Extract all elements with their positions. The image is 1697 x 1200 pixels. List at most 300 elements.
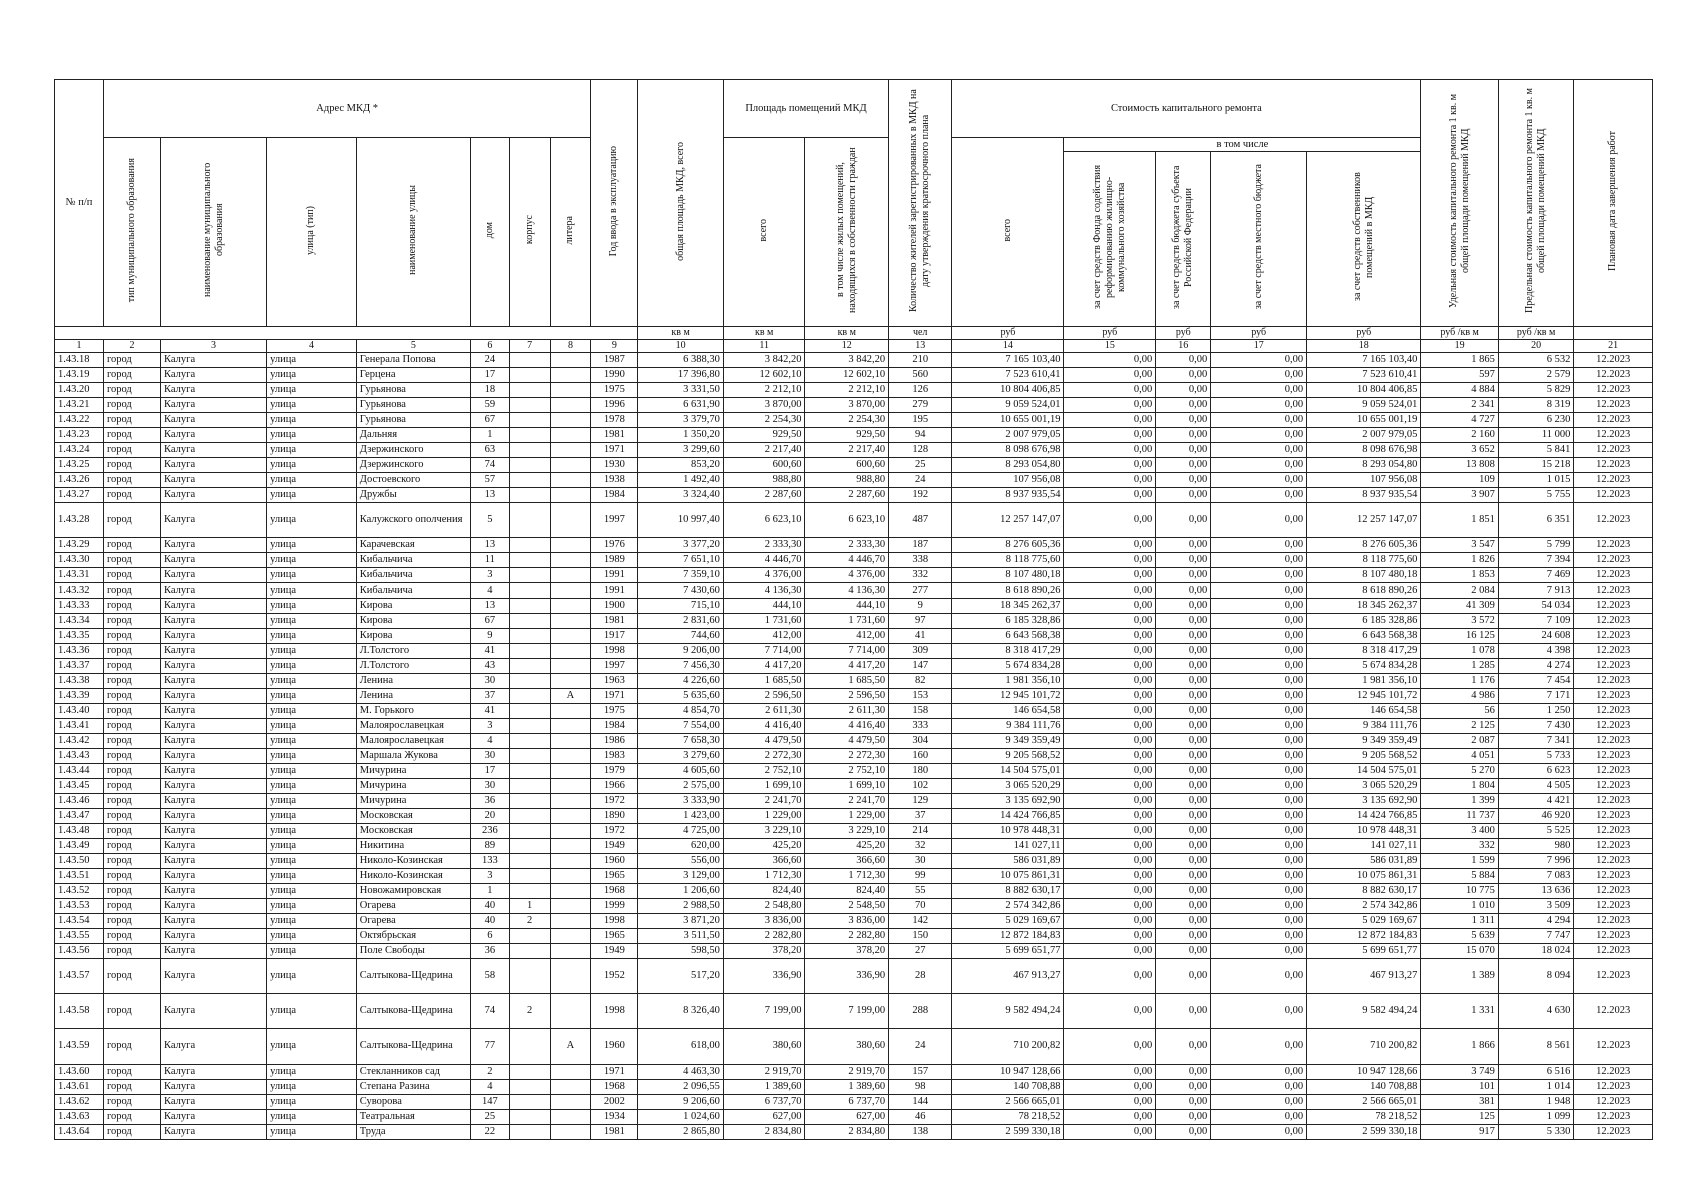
year-cell: 1949 <box>591 944 638 959</box>
residents-cell: 192 <box>889 488 952 503</box>
street-type-cell: улица <box>267 458 357 473</box>
local-budget-cell: 0,00 <box>1211 413 1307 428</box>
date-cell: 12.2023 <box>1574 538 1653 553</box>
cost-total-cell: 3 065 520,29 <box>952 778 1064 793</box>
cost-total-cell: 10 655 001,19 <box>952 413 1064 428</box>
date-cell: 12.2023 <box>1574 613 1653 628</box>
header-korpus: корпус <box>509 138 550 327</box>
area-all-cell: 6 737,70 <box>723 1094 805 1109</box>
street-type-cell: улица <box>267 383 357 398</box>
mo-type-cell: город <box>103 1124 160 1139</box>
area-citizens-cell: 3 842,20 <box>805 353 889 368</box>
owners-cell: 2 566 665,01 <box>1307 1094 1421 1109</box>
street-name-cell: Л.Толстого <box>356 658 470 673</box>
date-cell: 12.2023 <box>1574 884 1653 899</box>
litera-cell <box>550 778 591 793</box>
house-cell: 24 <box>471 353 510 368</box>
area-citizens-cell: 2 919,70 <box>805 1064 889 1079</box>
header-house: дом <box>471 138 510 327</box>
local-budget-cell: 0,00 <box>1211 473 1307 488</box>
date-cell: 12.2023 <box>1574 778 1653 793</box>
litera-cell <box>550 733 591 748</box>
mo-name-cell: Калуга <box>161 1079 267 1094</box>
mo-type-cell: город <box>103 854 160 869</box>
total-area-cell: 3 379,70 <box>638 413 724 428</box>
table-row <box>55 959 1653 994</box>
unit-cost-cell: 101 <box>1421 1079 1498 1094</box>
column-number: 21 <box>1574 340 1653 353</box>
table-row <box>55 628 1653 643</box>
local-budget-cell: 0,00 <box>1211 428 1307 443</box>
header-area-group: Площадь помещений МКД <box>723 80 888 138</box>
cost-total-cell: 3 135 692,90 <box>952 793 1064 808</box>
street-name-cell: М. Горького <box>356 703 470 718</box>
residents-cell: 46 <box>889 1109 952 1124</box>
area-all-cell: 2 282,80 <box>723 929 805 944</box>
street-name-cell: Гурьянова <box>356 413 470 428</box>
subject-budget-cell: 0,00 <box>1156 763 1211 778</box>
mo-type-cell: город <box>103 413 160 428</box>
subject-budget-cell: 0,00 <box>1156 899 1211 914</box>
street-type-cell: улица <box>267 568 357 583</box>
house-cell: 67 <box>471 413 510 428</box>
local-budget-cell: 0,00 <box>1211 443 1307 458</box>
row-number: 1.43.43 <box>55 748 104 763</box>
row-number: 1.43.22 <box>55 413 104 428</box>
limit-cost-cell: 5 799 <box>1498 538 1573 553</box>
street-name-cell: Кибальчича <box>356 583 470 598</box>
residents-cell: 332 <box>889 568 952 583</box>
litera-cell <box>550 839 591 854</box>
area-all-cell: 2 217,40 <box>723 443 805 458</box>
date-cell: 12.2023 <box>1574 914 1653 929</box>
unit-cell: кв м <box>638 327 724 340</box>
korpus-cell <box>509 383 550 398</box>
total-area-cell: 2 575,00 <box>638 778 724 793</box>
area-citizens-cell: 380,60 <box>805 1029 889 1064</box>
subject-budget-cell: 0,00 <box>1156 1094 1211 1109</box>
subject-budget-cell: 0,00 <box>1156 778 1211 793</box>
owners-cell: 2 574 342,86 <box>1307 899 1421 914</box>
column-number: 14 <box>952 340 1064 353</box>
unit-cell: руб /кв м <box>1498 327 1573 340</box>
units-spacer <box>55 327 638 340</box>
local-budget-cell: 0,00 <box>1211 613 1307 628</box>
unit-cost-cell: 1 311 <box>1421 914 1498 929</box>
street-name-cell: Карачевская <box>356 538 470 553</box>
street-type-cell: улица <box>267 643 357 658</box>
table-row <box>55 1079 1653 1094</box>
street-type-cell: улица <box>267 443 357 458</box>
year-cell: 1997 <box>591 503 638 538</box>
mo-type-cell: город <box>103 598 160 613</box>
total-area-cell: 618,00 <box>638 1029 724 1064</box>
korpus-cell <box>509 839 550 854</box>
mo-type-cell: город <box>103 959 160 994</box>
street-name-cell: Поле Свободы <box>356 944 470 959</box>
total-area-cell: 1 206,60 <box>638 884 724 899</box>
subject-budget-cell: 0,00 <box>1156 944 1211 959</box>
limit-cost-cell: 4 398 <box>1498 643 1573 658</box>
mo-name-cell: Калуга <box>161 994 267 1029</box>
area-citizens-cell: 824,40 <box>805 884 889 899</box>
residents-cell: 30 <box>889 854 952 869</box>
column-number: 4 <box>267 340 357 353</box>
total-area-cell: 4 854,70 <box>638 703 724 718</box>
header-street-name: наименование улицы <box>356 138 470 327</box>
fund-cell: 0,00 <box>1064 1109 1156 1124</box>
area-citizens-cell: 2 596,50 <box>805 688 889 703</box>
litera-cell <box>550 854 591 869</box>
owners-cell: 18 345 262,37 <box>1307 598 1421 613</box>
litera-cell <box>550 503 591 538</box>
row-number: 1.43.40 <box>55 703 104 718</box>
total-area-cell: 7 554,00 <box>638 718 724 733</box>
area-all-cell: 12 602,10 <box>723 368 805 383</box>
fund-cell: 0,00 <box>1064 598 1156 613</box>
subject-budget-cell: 0,00 <box>1156 718 1211 733</box>
limit-cost-cell: 6 532 <box>1498 353 1573 368</box>
house-cell: 20 <box>471 808 510 823</box>
residents-cell: 288 <box>889 994 952 1029</box>
total-area-cell: 3 129,00 <box>638 869 724 884</box>
limit-cost-cell: 2 579 <box>1498 368 1573 383</box>
year-cell: 1949 <box>591 839 638 854</box>
mo-name-cell: Калуга <box>161 503 267 538</box>
owners-cell: 9 582 494,24 <box>1307 994 1421 1029</box>
year-cell: 1971 <box>591 1064 638 1079</box>
header-mo-type: тип муниципального образования <box>103 138 160 327</box>
street-type-cell: улица <box>267 793 357 808</box>
cost-total-cell: 467 913,27 <box>952 959 1064 994</box>
local-budget-cell: 0,00 <box>1211 353 1307 368</box>
date-cell: 12.2023 <box>1574 823 1653 838</box>
limit-cost-cell: 8 094 <box>1498 959 1573 994</box>
owners-cell: 8 118 775,60 <box>1307 553 1421 568</box>
cost-total-cell: 5 674 834,28 <box>952 658 1064 673</box>
area-all-cell: 366,60 <box>723 854 805 869</box>
area-citizens-cell: 4 446,70 <box>805 553 889 568</box>
street-type-cell: улица <box>267 673 357 688</box>
owners-cell: 12 945 101,72 <box>1307 688 1421 703</box>
area-citizens-cell: 6 737,70 <box>805 1094 889 1109</box>
residents-cell: 309 <box>889 643 952 658</box>
fund-cell: 0,00 <box>1064 583 1156 598</box>
year-cell: 1917 <box>591 628 638 643</box>
area-all-cell: 2 611,30 <box>723 703 805 718</box>
residents-cell: 144 <box>889 1094 952 1109</box>
unit-cost-cell: 4 884 <box>1421 383 1498 398</box>
residents-cell: 37 <box>889 808 952 823</box>
subject-budget-cell: 0,00 <box>1156 673 1211 688</box>
mo-type-cell: город <box>103 884 160 899</box>
street-type-cell: улица <box>267 959 357 994</box>
fund-cell: 0,00 <box>1064 763 1156 778</box>
house-cell: 22 <box>471 1124 510 1139</box>
fund-cell: 0,00 <box>1064 733 1156 748</box>
local-budget-cell: 0,00 <box>1211 763 1307 778</box>
mo-type-cell: город <box>103 488 160 503</box>
total-area-cell: 9 206,00 <box>638 643 724 658</box>
fund-cell: 0,00 <box>1064 914 1156 929</box>
owners-cell: 141 027,11 <box>1307 839 1421 854</box>
fund-cell: 0,00 <box>1064 854 1156 869</box>
cost-total-cell: 8 276 605,36 <box>952 538 1064 553</box>
subject-budget-cell: 0,00 <box>1156 613 1211 628</box>
subject-budget-cell: 0,00 <box>1156 793 1211 808</box>
mo-type-cell: город <box>103 914 160 929</box>
mo-type-cell: город <box>103 1079 160 1094</box>
column-number: 10 <box>638 340 724 353</box>
residents-cell: 487 <box>889 503 952 538</box>
owners-cell: 2 599 330,18 <box>1307 1124 1421 1139</box>
date-cell: 12.2023 <box>1574 733 1653 748</box>
litera-cell <box>550 748 591 763</box>
table-row <box>55 869 1653 884</box>
mo-name-cell: Калуга <box>161 914 267 929</box>
fund-cell: 0,00 <box>1064 538 1156 553</box>
cost-total-cell: 12 257 147,07 <box>952 503 1064 538</box>
year-cell: 1998 <box>591 914 638 929</box>
row-number: 1.43.33 <box>55 598 104 613</box>
mo-type-cell: город <box>103 628 160 643</box>
table-row <box>55 368 1653 383</box>
owners-cell: 8 937 935,54 <box>1307 488 1421 503</box>
fund-cell: 0,00 <box>1064 613 1156 628</box>
cost-total-cell: 9 205 568,52 <box>952 748 1064 763</box>
limit-cost-cell: 7 394 <box>1498 553 1573 568</box>
mo-name-cell: Калуга <box>161 944 267 959</box>
year-cell: 1968 <box>591 1079 638 1094</box>
limit-cost-cell: 5 525 <box>1498 823 1573 838</box>
table-row <box>55 643 1653 658</box>
unit-cost-cell: 11 737 <box>1421 808 1498 823</box>
area-citizens-cell: 2 333,30 <box>805 538 889 553</box>
house-cell: 1 <box>471 884 510 899</box>
mo-type-cell: город <box>103 353 160 368</box>
year-cell: 1978 <box>591 413 638 428</box>
date-cell: 12.2023 <box>1574 839 1653 854</box>
area-all-cell: 600,60 <box>723 458 805 473</box>
area-all-cell: 380,60 <box>723 1029 805 1064</box>
residents-cell: 24 <box>889 473 952 488</box>
cost-total-cell: 107 956,08 <box>952 473 1064 488</box>
residents-cell: 94 <box>889 428 952 443</box>
residents-cell: 560 <box>889 368 952 383</box>
litera-cell: А <box>550 1029 591 1064</box>
litera-cell <box>550 959 591 994</box>
fund-cell: 0,00 <box>1064 553 1156 568</box>
limit-cost-cell: 3 509 <box>1498 899 1573 914</box>
subject-budget-cell: 0,00 <box>1156 823 1211 838</box>
mo-type-cell: город <box>103 383 160 398</box>
row-number: 1.43.39 <box>55 688 104 703</box>
litera-cell <box>550 398 591 413</box>
table-row <box>55 839 1653 854</box>
street-name-cell: Дальняя <box>356 428 470 443</box>
cost-total-cell: 8 107 480,18 <box>952 568 1064 583</box>
street-name-cell: Степана Разина <box>356 1079 470 1094</box>
mo-name-cell: Калуга <box>161 763 267 778</box>
fund-cell: 0,00 <box>1064 503 1156 538</box>
total-area-cell: 7 430,60 <box>638 583 724 598</box>
mo-type-cell: город <box>103 703 160 718</box>
residents-cell: 338 <box>889 553 952 568</box>
area-all-cell: 2 752,10 <box>723 763 805 778</box>
korpus-cell <box>509 748 550 763</box>
street-name-cell: Гурьянова <box>356 398 470 413</box>
owners-cell: 8 107 480,18 <box>1307 568 1421 583</box>
korpus-cell <box>509 538 550 553</box>
litera-cell <box>550 899 591 914</box>
limit-cost-cell: 46 920 <box>1498 808 1573 823</box>
litera-cell <box>550 944 591 959</box>
limit-cost-cell: 11 000 <box>1498 428 1573 443</box>
street-type-cell: улица <box>267 1109 357 1124</box>
mo-name-cell: Калуга <box>161 443 267 458</box>
header-area-all: всего <box>723 138 805 327</box>
street-type-cell: улица <box>267 1124 357 1139</box>
table-row <box>55 553 1653 568</box>
korpus-cell <box>509 808 550 823</box>
owners-cell: 8 276 605,36 <box>1307 538 1421 553</box>
year-cell: 1987 <box>591 353 638 368</box>
total-area-cell: 4 226,60 <box>638 673 724 688</box>
litera-cell <box>550 473 591 488</box>
row-number: 1.43.31 <box>55 568 104 583</box>
residents-cell: 157 <box>889 1064 952 1079</box>
total-area-cell: 4 605,60 <box>638 763 724 778</box>
table-row <box>55 458 1653 473</box>
table-row <box>55 823 1653 838</box>
date-cell: 12.2023 <box>1574 1094 1653 1109</box>
year-cell: 1975 <box>591 703 638 718</box>
subject-budget-cell: 0,00 <box>1156 488 1211 503</box>
litera-cell <box>550 1109 591 1124</box>
house-cell: 40 <box>471 899 510 914</box>
row-number: 1.43.20 <box>55 383 104 398</box>
litera-cell <box>550 793 591 808</box>
row-number: 1.43.24 <box>55 443 104 458</box>
owners-cell: 8 882 630,17 <box>1307 884 1421 899</box>
owners-cell: 2 007 979,05 <box>1307 428 1421 443</box>
korpus-cell <box>509 658 550 673</box>
row-number: 1.43.54 <box>55 914 104 929</box>
house-cell: 6 <box>471 929 510 944</box>
year-cell: 1965 <box>591 929 638 944</box>
row-number: 1.43.35 <box>55 628 104 643</box>
house-cell: 18 <box>471 383 510 398</box>
row-number: 1.43.26 <box>55 473 104 488</box>
korpus-cell <box>509 398 550 413</box>
year-cell: 1890 <box>591 808 638 823</box>
area-all-cell: 7 199,00 <box>723 994 805 1029</box>
total-area-cell: 853,20 <box>638 458 724 473</box>
cost-total-cell: 1 981 356,10 <box>952 673 1064 688</box>
street-type-cell: улица <box>267 703 357 718</box>
house-cell: 63 <box>471 443 510 458</box>
local-budget-cell: 0,00 <box>1211 718 1307 733</box>
unit-cost-cell: 2 341 <box>1421 398 1498 413</box>
owners-cell: 5 029 169,67 <box>1307 914 1421 929</box>
mo-type-cell: город <box>103 1064 160 1079</box>
korpus-cell <box>509 688 550 703</box>
mo-type-cell: город <box>103 1094 160 1109</box>
area-citizens-cell: 1 712,30 <box>805 869 889 884</box>
cost-total-cell: 140 708,88 <box>952 1079 1064 1094</box>
subject-budget-cell: 0,00 <box>1156 458 1211 473</box>
area-all-cell: 2 834,80 <box>723 1124 805 1139</box>
street-type-cell: улица <box>267 944 357 959</box>
street-name-cell: Дружбы <box>356 488 470 503</box>
date-cell: 12.2023 <box>1574 583 1653 598</box>
limit-cost-cell: 5 829 <box>1498 383 1573 398</box>
owners-cell: 8 293 054,80 <box>1307 458 1421 473</box>
row-number: 1.43.52 <box>55 884 104 899</box>
limit-cost-cell: 7 109 <box>1498 613 1573 628</box>
year-cell: 1984 <box>591 718 638 733</box>
mo-name-cell: Калуга <box>161 658 267 673</box>
house-cell: 5 <box>471 503 510 538</box>
unit-cell: кв м <box>805 327 889 340</box>
area-citizens-cell: 2 254,30 <box>805 413 889 428</box>
column-number: 19 <box>1421 340 1498 353</box>
mo-type-cell: город <box>103 1029 160 1064</box>
year-cell: 1981 <box>591 428 638 443</box>
local-budget-cell: 0,00 <box>1211 383 1307 398</box>
area-all-cell: 2 596,50 <box>723 688 805 703</box>
unit-cell: кв м <box>723 327 805 340</box>
table-row <box>55 598 1653 613</box>
total-area-cell: 3 871,20 <box>638 914 724 929</box>
table-row <box>55 473 1653 488</box>
year-cell: 1991 <box>591 568 638 583</box>
area-citizens-cell: 12 602,10 <box>805 368 889 383</box>
area-all-cell: 4 416,40 <box>723 718 805 733</box>
local-budget-cell: 0,00 <box>1211 643 1307 658</box>
residents-cell: 70 <box>889 899 952 914</box>
capital-repair-table <box>54 79 1653 1140</box>
date-cell: 12.2023 <box>1574 398 1653 413</box>
korpus-cell <box>509 869 550 884</box>
fund-cell: 0,00 <box>1064 383 1156 398</box>
total-area-cell: 7 651,10 <box>638 553 724 568</box>
mo-type-cell: город <box>103 658 160 673</box>
house-cell: 74 <box>471 458 510 473</box>
litera-cell <box>550 568 591 583</box>
date-cell: 12.2023 <box>1574 808 1653 823</box>
mo-name-cell: Калуга <box>161 538 267 553</box>
unit-cost-cell: 2 087 <box>1421 733 1498 748</box>
cost-total-cell: 18 345 262,37 <box>952 598 1064 613</box>
table-row <box>55 443 1653 458</box>
street-type-cell: улица <box>267 488 357 503</box>
fund-cell: 0,00 <box>1064 703 1156 718</box>
unit-cost-cell: 2 160 <box>1421 428 1498 443</box>
cost-total-cell: 8 618 890,26 <box>952 583 1064 598</box>
street-type-cell: улица <box>267 718 357 733</box>
local-budget-cell: 0,00 <box>1211 839 1307 854</box>
total-area-cell: 517,20 <box>638 959 724 994</box>
mo-name-cell: Калуга <box>161 628 267 643</box>
fund-cell: 0,00 <box>1064 823 1156 838</box>
cost-total-cell: 10 947 128,66 <box>952 1064 1064 1079</box>
area-citizens-cell: 929,50 <box>805 428 889 443</box>
mo-name-cell: Калуга <box>161 413 267 428</box>
table-row <box>55 688 1653 703</box>
unit-cost-cell: 1 331 <box>1421 994 1498 1029</box>
row-number: 1.43.41 <box>55 718 104 733</box>
